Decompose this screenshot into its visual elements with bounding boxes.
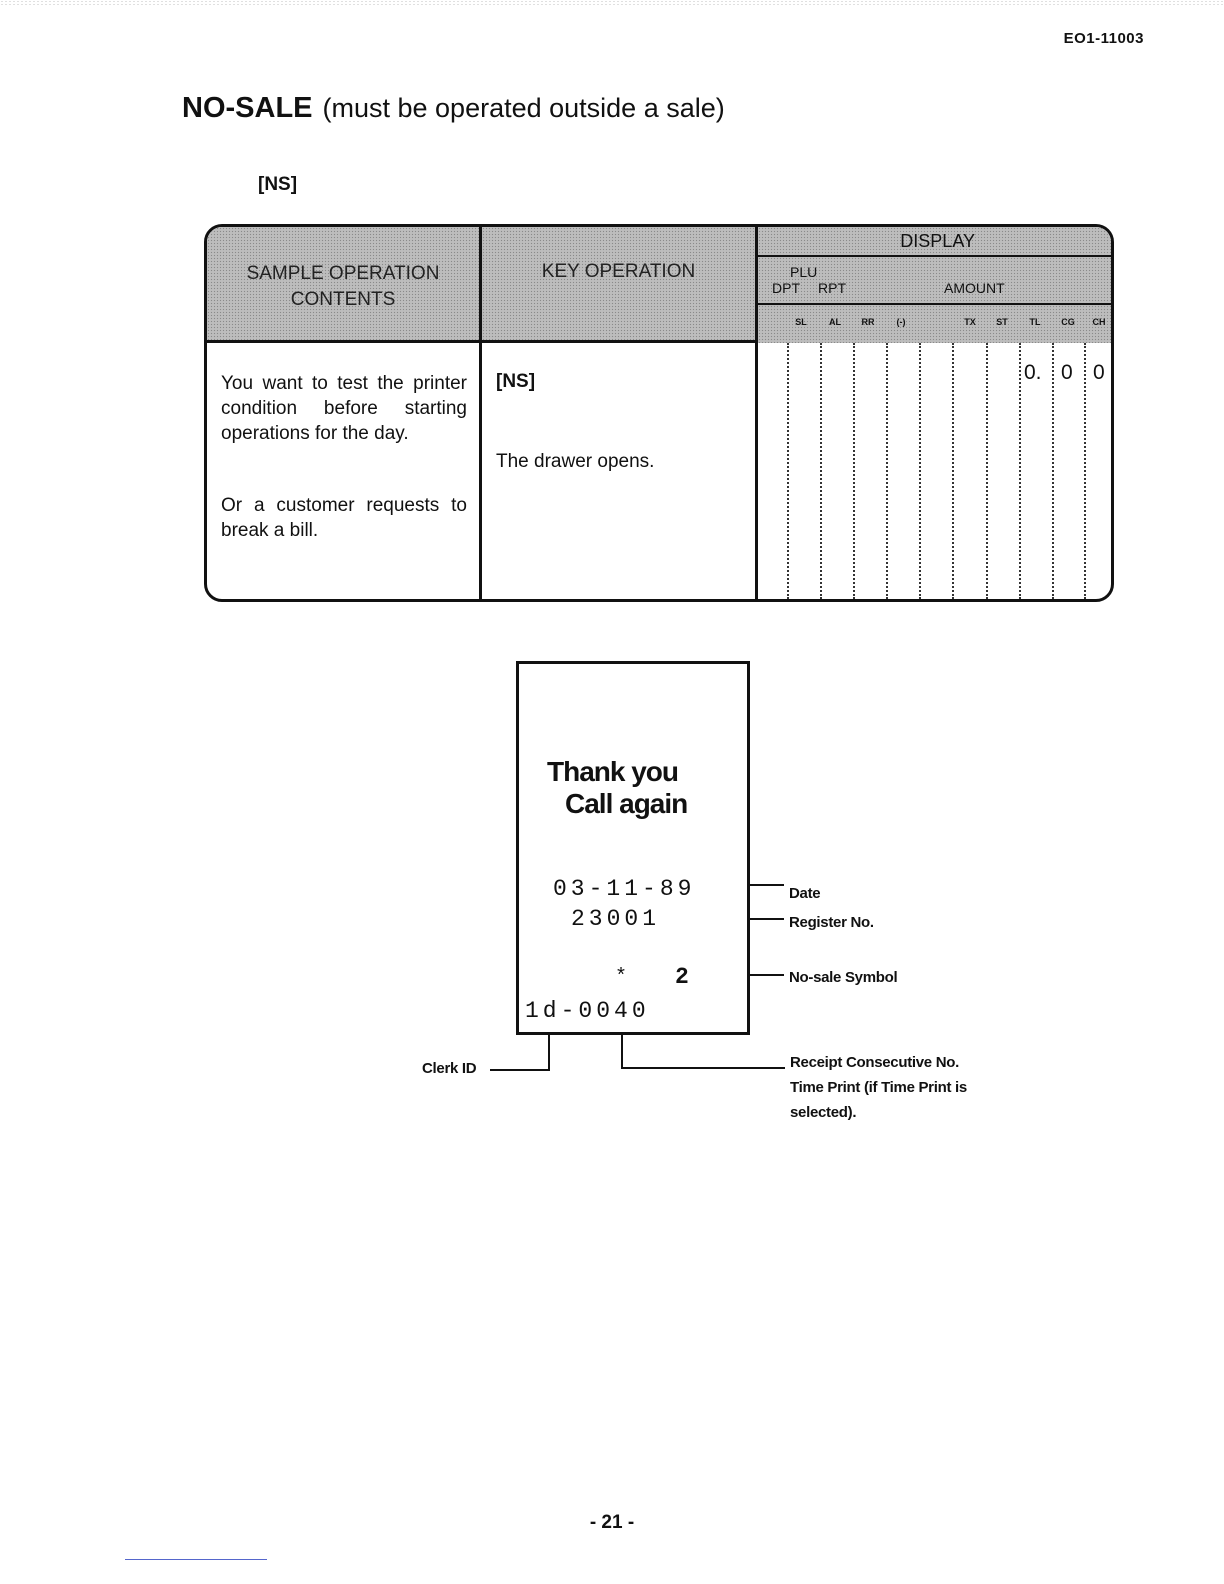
nosale-annotation: No-sale Symbol [789,969,898,986]
date-connector [750,884,784,886]
receipt-clerk-line: 1d-0040 [525,998,650,1024]
display-sub-dpt: DPT [772,280,800,296]
digit-divider [1052,343,1054,599]
display-digit: 0 [1093,361,1105,384]
receipt-no-annotation-line2: Time Print (if Time Print is [790,1079,967,1096]
receipt-star: * [615,966,632,989]
key-operation-column [482,227,758,599]
display-symbol: SL [795,317,807,327]
digit-divider [787,343,789,599]
display-symbol: TX [964,317,976,327]
display-symbol-row [758,305,1111,343]
receipt-no-connector-horizontal [621,1067,785,1069]
document-code: EO1-11003 [1063,30,1144,47]
sample-operation-header [207,227,479,343]
key-sequence-label: [NS] [258,174,298,195]
display-symbol: AL [829,317,841,327]
display-digits-area [758,343,1111,599]
digit-divider [952,343,954,599]
receipt-register-no: 23001 [571,906,661,932]
sample-operation-text-2: Or a customer requests to break a bill. [221,495,467,541]
key-operation-key: [NS] [496,371,536,392]
digit-divider [820,343,822,599]
date-annotation: Date [789,885,821,902]
operation-table [204,224,1114,602]
display-symbol: CH [1092,317,1106,327]
key-operation-header-label: KEY OPERATION [541,261,696,282]
display-digit: 0 [1061,361,1073,384]
display-symbol: RR [861,317,875,327]
sample-operation-column [207,227,482,599]
receipt-no-connector-vertical [621,1035,623,1069]
digit-divider [886,343,888,599]
scan-noise [0,0,1224,6]
receipt-sample [516,661,750,1035]
clerk-connector-vertical [548,1035,550,1071]
display-sub-plu: PLU [790,264,818,280]
page-number: - 21 - [589,1512,635,1533]
display-subheader [758,257,1111,305]
sample-operation-header-line1: SAMPLE OPERATION [246,263,440,284]
clerk-annotation: Clerk ID [422,1060,477,1077]
register-annotation: Register No. [789,914,874,931]
section-title [182,92,725,125]
receipt-no-annotation-line1: Receipt Consecutive No. [790,1054,959,1071]
display-symbol: ST [996,317,1008,327]
display-symbol: CG [1061,317,1075,327]
receipt-no-annotation-line3: selected). [790,1104,857,1121]
digit-divider [919,343,921,599]
digit-divider [1084,343,1086,599]
register-connector [750,918,784,920]
display-digit: 0. [1024,361,1042,384]
key-operation-header [482,227,755,343]
digit-divider [853,343,855,599]
clerk-connector-horizontal [490,1069,550,1071]
nosale-connector [750,974,784,976]
receipt-message-line2: Call again [565,788,688,819]
footer-rule [125,1559,267,1560]
section-title-bold: NO-SALE [182,92,313,124]
receipt-message-line1: Thank you [547,756,679,787]
sample-operation-text-1: You want to test the printer condition before starting operations for the day. [221,373,467,444]
display-sub-amount: AMOUNT [944,280,1005,296]
display-symbol: TL [1029,317,1041,327]
section-title-note: (must be operated outside a sale) [322,93,725,123]
display-column [758,227,1111,599]
digit-divider [986,343,988,599]
digit-divider [1019,343,1021,599]
receipt-nosale-symbol: 2 [675,964,693,990]
sample-operation-header-line2: CONTENTS [290,289,396,310]
display-sub-rpt: RPT [818,280,846,296]
display-symbol: (-) [896,317,906,327]
receipt-date: 03-11-89 [553,876,696,902]
display-header-label: DISPLAY [900,231,975,251]
display-header [758,227,1111,257]
key-operation-result: The drawer opens. [496,451,655,472]
